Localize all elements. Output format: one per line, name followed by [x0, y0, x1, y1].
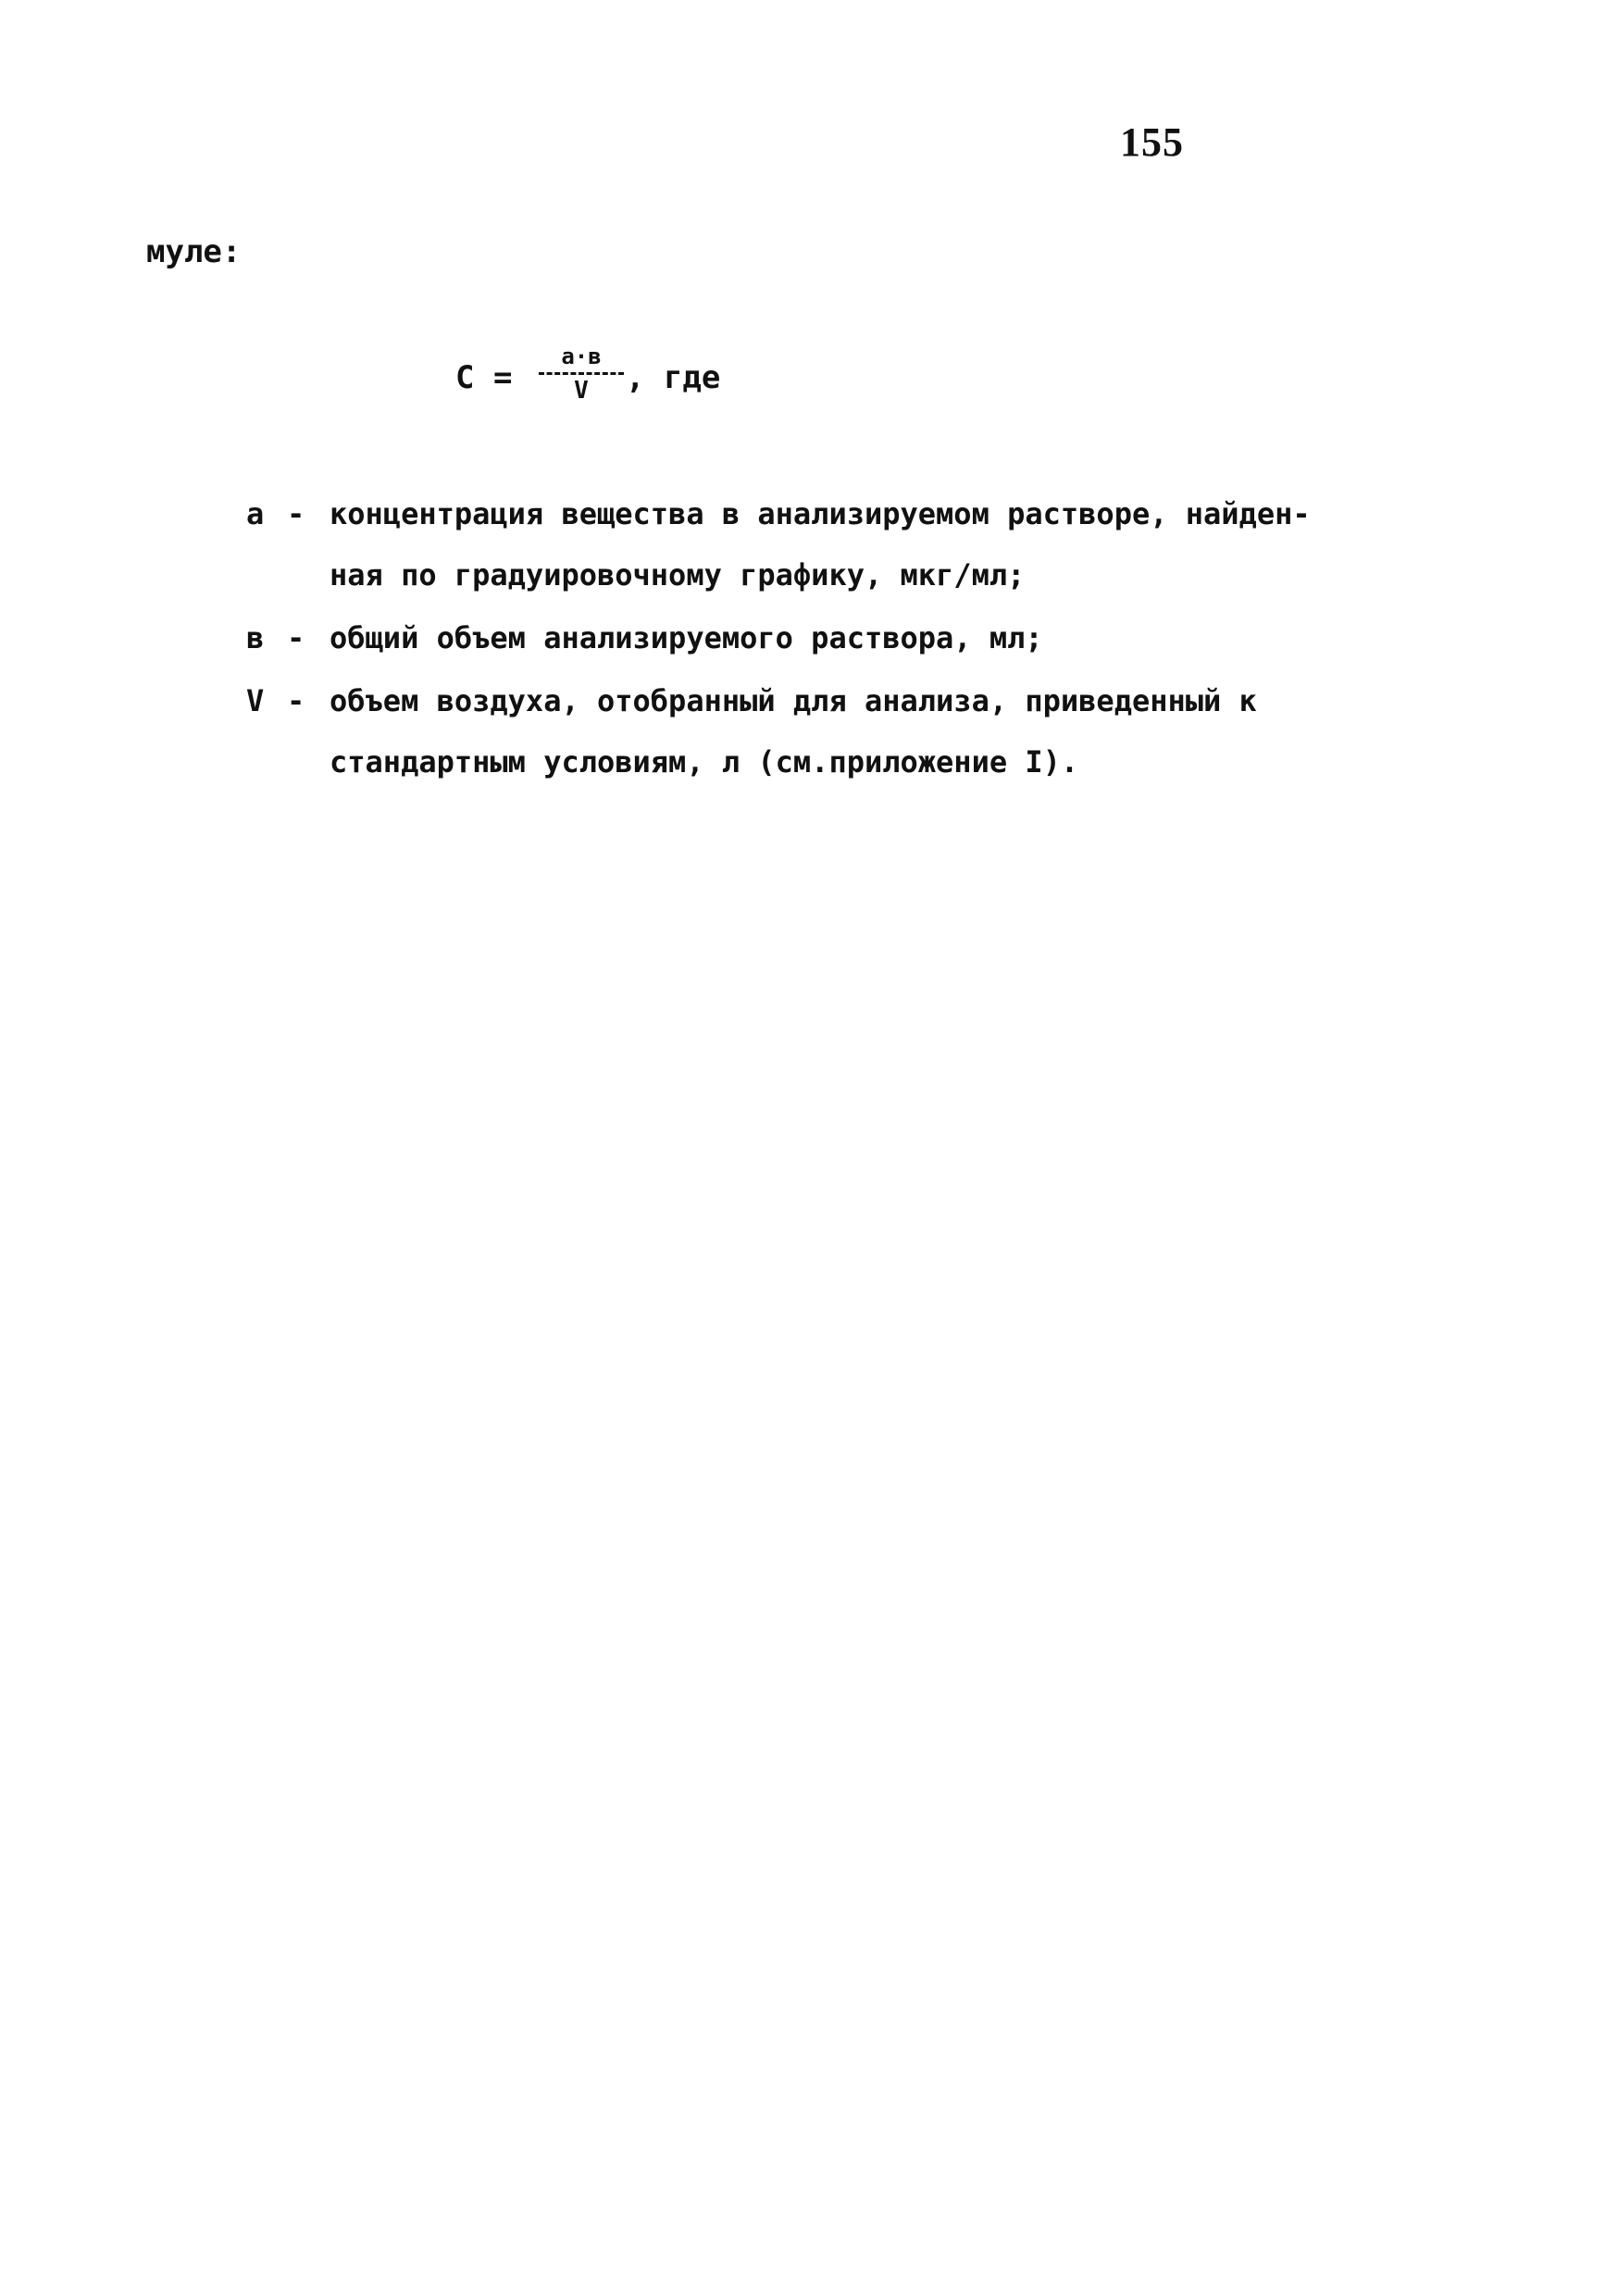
definition-b — [246, 607, 1403, 668]
definition-line: концентрация вещества в анализируемом растворе, найден- — [330, 496, 1311, 531]
definition-v — [246, 670, 1403, 792]
text-fragment: муле: — [146, 233, 242, 270]
definition-text — [330, 607, 1403, 668]
fraction-bar — [539, 372, 624, 375]
definition-dash: - — [287, 683, 305, 718]
formula-numerator: а·в — [561, 343, 602, 369]
definition-a — [246, 483, 1403, 605]
definition-line: стандартным условиям, л (см.приложение I). — [330, 744, 1079, 780]
definition-line: общий объем анализируемого раствора, мл; — [330, 620, 1043, 655]
definition-symbol: в — [246, 620, 265, 655]
definition-dash: - — [287, 496, 305, 531]
page-number: 155 — [1120, 119, 1184, 165]
definition-line: объем воздуха, отобранный для анализа, приведенный к — [330, 683, 1257, 718]
formula-denominator: V — [574, 377, 589, 405]
formula-rhs: , где — [626, 359, 721, 396]
definition-text — [330, 483, 1403, 605]
definition-text — [330, 670, 1403, 792]
formula-fraction — [539, 343, 624, 405]
definition-dash: - — [287, 620, 305, 655]
definitions-list — [246, 483, 1403, 794]
definition-symbol: V — [246, 683, 265, 718]
formula-lhs: С = — [455, 359, 513, 396]
definition-line: ная по градуировочному графику, мкг/мл; — [330, 557, 1026, 593]
definition-symbol: а — [246, 496, 265, 531]
